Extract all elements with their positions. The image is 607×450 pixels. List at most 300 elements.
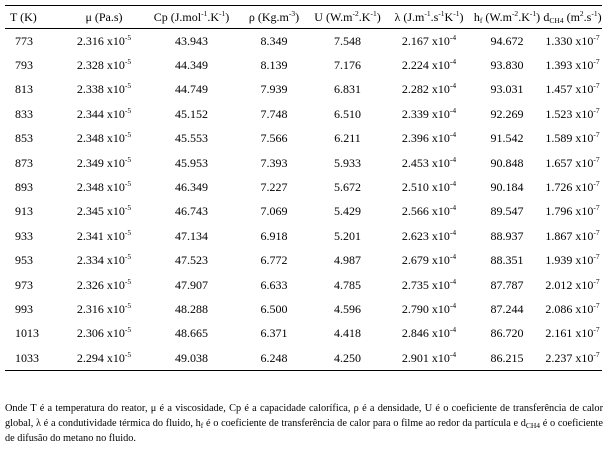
cell-value: 89.547 bbox=[490, 204, 524, 219]
cell-value: 2.396 bbox=[401, 131, 429, 146]
cell-d bbox=[543, 200, 602, 224]
cell-lambda bbox=[387, 346, 471, 371]
cell-value: 87.244 bbox=[490, 301, 524, 316]
cell-value: 2.510 bbox=[401, 180, 429, 195]
cell-hf bbox=[471, 127, 543, 151]
cell-lambda bbox=[387, 78, 471, 102]
cell-U bbox=[308, 175, 387, 199]
cell-value: 2.316 bbox=[76, 301, 104, 316]
table-row bbox=[5, 346, 602, 371]
cell-T bbox=[5, 297, 65, 321]
cell-hf bbox=[471, 53, 543, 77]
cell-value: 49.038 bbox=[175, 350, 208, 365]
header-sup: -2 bbox=[511, 8, 519, 18]
cell-value: 873 bbox=[15, 155, 33, 170]
cell-value: 2.349 bbox=[76, 155, 104, 170]
cell-value: 7.176 bbox=[334, 58, 361, 73]
cell-value: 2.334 bbox=[76, 253, 104, 268]
header-sup: -2 bbox=[352, 8, 359, 18]
cell-lambda bbox=[387, 29, 471, 54]
cell-value: 46.743 bbox=[175, 204, 208, 219]
cell-mu bbox=[65, 53, 143, 77]
cell-value: 8.139 bbox=[260, 58, 288, 73]
cell-cp bbox=[143, 224, 240, 248]
times-ten: x10 bbox=[103, 106, 125, 121]
cell-value: 2.344 bbox=[76, 106, 104, 121]
cell-T bbox=[5, 102, 65, 126]
cell-cp bbox=[143, 127, 240, 151]
header-film-coefficient bbox=[471, 6, 543, 29]
cell-value: 1.393 bbox=[545, 58, 573, 73]
cell-value: 86.720 bbox=[490, 326, 524, 341]
cell-U bbox=[308, 346, 387, 371]
cell-value: 7.069 bbox=[260, 204, 288, 219]
times-ten: x10 bbox=[428, 301, 450, 316]
cell-U bbox=[308, 200, 387, 224]
header-text: ) bbox=[225, 9, 230, 24]
cell-value: 7.566 bbox=[260, 131, 288, 146]
header-text: ) bbox=[376, 9, 381, 24]
cell-cp bbox=[143, 249, 240, 273]
times-ten: x10 bbox=[428, 106, 450, 121]
header-text: T (K) bbox=[10, 9, 37, 24]
times-ten: x10 bbox=[572, 204, 594, 219]
cell-T bbox=[5, 175, 65, 199]
cell-value: 953 bbox=[15, 253, 33, 268]
cell-value: 1033 bbox=[15, 350, 39, 365]
exponent: -4 bbox=[449, 349, 457, 359]
cell-value: 2.161 bbox=[545, 326, 573, 341]
cell-hf bbox=[471, 175, 543, 199]
cell-d bbox=[543, 127, 602, 151]
times-ten: x10 bbox=[428, 253, 450, 268]
footnote-text-3: é o coeficiente de difusão do metano no fluido. bbox=[5, 418, 603, 444]
cell-lambda bbox=[387, 127, 471, 151]
cell-d bbox=[543, 224, 602, 248]
header-sup: -1 bbox=[453, 8, 460, 18]
cell-d bbox=[543, 102, 602, 126]
header-diffusion-coefficient bbox=[543, 6, 602, 29]
cell-value: 913 bbox=[15, 204, 33, 219]
cell-cp bbox=[143, 200, 240, 224]
exponent: -4 bbox=[449, 203, 457, 213]
cell-T bbox=[5, 151, 65, 175]
header-text: ) bbox=[597, 9, 602, 24]
cell-value: 2.306 bbox=[76, 326, 104, 341]
times-ten: x10 bbox=[428, 82, 450, 97]
cell-value: 1.867 bbox=[545, 228, 573, 243]
cell-lambda bbox=[387, 273, 471, 297]
cell-d bbox=[543, 249, 602, 273]
header-text: h bbox=[473, 9, 480, 24]
header-viscosity bbox=[65, 6, 143, 29]
times-ten: x10 bbox=[103, 301, 125, 316]
cell-value: 813 bbox=[15, 82, 33, 97]
cell-rho bbox=[240, 322, 308, 346]
header-text: ) bbox=[295, 9, 300, 24]
cell-value: 2.326 bbox=[76, 277, 104, 292]
exponent: -4 bbox=[449, 179, 457, 189]
exponent: -5 bbox=[124, 300, 132, 310]
cell-U bbox=[308, 273, 387, 297]
header-text: U (W.m bbox=[314, 9, 353, 24]
times-ten: x10 bbox=[572, 228, 594, 243]
cell-mu bbox=[65, 224, 143, 248]
cell-value: 2.282 bbox=[401, 82, 429, 97]
cell-U bbox=[308, 297, 387, 321]
cell-value: 88.351 bbox=[490, 253, 524, 268]
cell-value: 2.348 bbox=[76, 180, 104, 195]
cell-value: 2.345 bbox=[76, 204, 104, 219]
header-text: (m bbox=[563, 9, 580, 24]
header-text: ) bbox=[536, 9, 541, 24]
exponent: -7 bbox=[593, 349, 600, 359]
cell-U bbox=[308, 78, 387, 102]
header-temperature bbox=[5, 6, 65, 29]
footnote-sub-ch4: CH4 bbox=[525, 421, 541, 430]
cell-lambda bbox=[387, 53, 471, 77]
exponent: -5 bbox=[124, 81, 132, 91]
cell-lambda bbox=[387, 297, 471, 321]
cell-value: 4.785 bbox=[334, 277, 361, 292]
cell-value: 88.937 bbox=[490, 228, 524, 243]
times-ten: x10 bbox=[572, 277, 594, 292]
cell-value: 48.665 bbox=[175, 326, 208, 341]
cell-value: 93.031 bbox=[490, 82, 524, 97]
times-ten: x10 bbox=[428, 33, 450, 48]
cell-value: 91.542 bbox=[490, 131, 524, 146]
header-text: μ (Pa.s) bbox=[85, 9, 123, 24]
header-text: K bbox=[444, 9, 454, 24]
header-text: .K bbox=[207, 9, 219, 24]
cell-rho bbox=[240, 297, 308, 321]
cell-value: 4.987 bbox=[334, 253, 361, 268]
header-density bbox=[240, 6, 308, 29]
table-row bbox=[5, 78, 602, 102]
cell-value: 5.429 bbox=[334, 204, 361, 219]
times-ten: x10 bbox=[103, 277, 125, 292]
cell-T bbox=[5, 346, 65, 371]
cell-value: 47.134 bbox=[175, 228, 208, 243]
cell-value: 2.679 bbox=[401, 253, 429, 268]
exponent: -7 bbox=[593, 300, 600, 310]
cell-value: 46.349 bbox=[175, 180, 208, 195]
cell-mu bbox=[65, 78, 143, 102]
header-sup: -1 bbox=[438, 8, 445, 18]
cell-rho bbox=[240, 224, 308, 248]
cell-U bbox=[308, 53, 387, 77]
cell-value: 45.953 bbox=[175, 155, 208, 170]
exponent: -5 bbox=[124, 105, 132, 115]
exponent: -7 bbox=[593, 130, 600, 140]
times-ten: x10 bbox=[103, 253, 125, 268]
cell-value: 933 bbox=[15, 228, 33, 243]
times-ten: x10 bbox=[103, 33, 125, 48]
times-ten: x10 bbox=[103, 155, 125, 170]
times-ten: x10 bbox=[428, 326, 450, 341]
cell-value: 2.623 bbox=[401, 228, 429, 243]
cell-hf bbox=[471, 29, 543, 54]
cell-T bbox=[5, 322, 65, 346]
cell-mu bbox=[65, 127, 143, 151]
cell-rho bbox=[240, 249, 308, 273]
cell-value: 1.589 bbox=[545, 131, 573, 146]
exponent: -5 bbox=[124, 57, 132, 67]
cell-value: 7.939 bbox=[260, 82, 288, 97]
times-ten: x10 bbox=[428, 277, 450, 292]
header-sub: CH4 bbox=[549, 15, 564, 25]
header-text: d bbox=[543, 9, 550, 24]
header-text: ρ (Kg.m bbox=[248, 9, 289, 24]
cell-value: 90.184 bbox=[490, 180, 524, 195]
times-ten: x10 bbox=[428, 204, 450, 219]
exponent: -4 bbox=[449, 105, 457, 115]
exponent: -5 bbox=[124, 179, 132, 189]
exponent: -7 bbox=[593, 227, 600, 237]
times-ten: x10 bbox=[103, 180, 125, 195]
cell-lambda bbox=[387, 249, 471, 273]
table-row bbox=[5, 297, 602, 321]
exponent: -7 bbox=[593, 154, 600, 164]
times-ten: x10 bbox=[428, 131, 450, 146]
header-text: λ (J.m bbox=[394, 9, 425, 24]
cell-lambda bbox=[387, 175, 471, 199]
exponent: -7 bbox=[593, 252, 600, 262]
cell-value: 853 bbox=[15, 131, 33, 146]
times-ten: x10 bbox=[572, 33, 594, 48]
cell-value: 6.772 bbox=[260, 253, 288, 268]
times-ten: x10 bbox=[103, 228, 125, 243]
cell-mu bbox=[65, 175, 143, 199]
header-sup: -1 bbox=[370, 8, 377, 18]
cell-cp bbox=[143, 175, 240, 199]
cell-rho bbox=[240, 102, 308, 126]
header-text: .s bbox=[583, 9, 592, 24]
cell-value: 2.735 bbox=[401, 277, 429, 292]
cell-value: 4.418 bbox=[334, 326, 361, 341]
exponent: -4 bbox=[449, 130, 457, 140]
cell-mu bbox=[65, 29, 143, 54]
cell-value: 6.211 bbox=[334, 131, 361, 146]
cell-U bbox=[308, 127, 387, 151]
times-ten: x10 bbox=[103, 82, 125, 97]
cell-cp bbox=[143, 53, 240, 77]
cell-rho bbox=[240, 346, 308, 371]
table-row bbox=[5, 249, 602, 273]
cell-d bbox=[543, 29, 602, 54]
cell-cp bbox=[143, 297, 240, 321]
cell-hf bbox=[471, 102, 543, 126]
cell-d bbox=[543, 151, 602, 175]
header-sup: -1 bbox=[591, 8, 598, 18]
header-sup: -1 bbox=[219, 8, 226, 18]
cell-cp bbox=[143, 151, 240, 175]
times-ten: x10 bbox=[572, 326, 594, 341]
cell-U bbox=[308, 224, 387, 248]
cell-hf bbox=[471, 151, 543, 175]
cell-value: 2.316 bbox=[76, 33, 104, 48]
cell-value: 6.831 bbox=[334, 82, 361, 97]
cell-value: 973 bbox=[15, 277, 33, 292]
cell-hf bbox=[471, 297, 543, 321]
cell-value: 2.167 bbox=[401, 33, 429, 48]
cell-lambda bbox=[387, 322, 471, 346]
exponent: -4 bbox=[449, 32, 457, 42]
table-row bbox=[5, 151, 602, 175]
cell-value: 4.596 bbox=[334, 301, 361, 316]
cell-T bbox=[5, 273, 65, 297]
header-text: ) bbox=[459, 9, 464, 24]
times-ten: x10 bbox=[428, 180, 450, 195]
cell-hf bbox=[471, 224, 543, 248]
cell-cp bbox=[143, 346, 240, 371]
cell-rho bbox=[240, 151, 308, 175]
cell-lambda bbox=[387, 200, 471, 224]
header-text: (W.m bbox=[482, 9, 512, 24]
cell-value: 92.269 bbox=[490, 106, 524, 121]
exponent: -4 bbox=[449, 57, 457, 67]
cell-value: 8.349 bbox=[260, 33, 288, 48]
cell-d bbox=[543, 346, 602, 371]
times-ten: x10 bbox=[572, 82, 594, 97]
times-ten: x10 bbox=[572, 58, 594, 73]
cell-value: 44.749 bbox=[175, 82, 208, 97]
header-text: .s bbox=[430, 9, 439, 24]
times-ten: x10 bbox=[572, 131, 594, 146]
cell-hf bbox=[471, 200, 543, 224]
table-header-row bbox=[5, 6, 602, 29]
cell-U bbox=[308, 151, 387, 175]
cell-hf bbox=[471, 78, 543, 102]
cell-value: 94.672 bbox=[490, 33, 524, 48]
cell-T bbox=[5, 127, 65, 151]
header-sub: f bbox=[479, 15, 483, 25]
cell-value: 47.523 bbox=[175, 253, 208, 268]
cell-mu bbox=[65, 102, 143, 126]
header-thermal-conductivity bbox=[387, 6, 471, 29]
times-ten: x10 bbox=[428, 350, 450, 365]
footnote-text-1: Onde T é a temperatura do reator, μ é a viscosidade, Cp é a capacidade calorífica, ρ é a densidade, U é o coeficiente de transferência de calor global, λ é a condutividade térmica do fluido, h bbox=[5, 403, 603, 429]
exponent: -5 bbox=[124, 130, 132, 140]
cell-d bbox=[543, 78, 602, 102]
cell-cp bbox=[143, 78, 240, 102]
cell-value: 47.907 bbox=[175, 277, 208, 292]
cell-value: 6.510 bbox=[334, 106, 361, 121]
cell-value: 7.548 bbox=[334, 33, 361, 48]
times-ten: x10 bbox=[572, 253, 594, 268]
cell-T bbox=[5, 224, 65, 248]
cell-value: 1.939 bbox=[545, 253, 573, 268]
cell-value: 6.248 bbox=[260, 350, 288, 365]
table-row bbox=[5, 200, 602, 224]
header-sup: -1 bbox=[529, 8, 537, 18]
cell-value: 6.633 bbox=[260, 277, 288, 292]
table-row bbox=[5, 175, 602, 199]
times-ten: x10 bbox=[103, 350, 125, 365]
table-row bbox=[5, 29, 602, 54]
cell-value: 6.371 bbox=[260, 326, 288, 341]
cell-value: 2.086 bbox=[545, 301, 573, 316]
times-ten: x10 bbox=[572, 180, 594, 195]
cell-rho bbox=[240, 53, 308, 77]
exponent: -7 bbox=[593, 32, 600, 42]
cell-value: 7.748 bbox=[260, 106, 288, 121]
cell-value: 45.553 bbox=[175, 131, 208, 146]
cell-value: 5.933 bbox=[334, 155, 361, 170]
cell-value: 1.330 bbox=[545, 33, 573, 48]
cell-value: 1.796 bbox=[545, 204, 573, 219]
cell-value: 793 bbox=[15, 58, 33, 73]
cell-value: 43.943 bbox=[175, 33, 208, 48]
cell-value: 993 bbox=[15, 301, 33, 316]
footnote-text-2: é o coeficiente de transferência de calor para o filme ao redor da partícula e d bbox=[203, 418, 526, 429]
cell-d bbox=[543, 297, 602, 321]
exponent: -4 bbox=[449, 276, 457, 286]
times-ten: x10 bbox=[103, 204, 125, 219]
cell-value: 2.237 bbox=[545, 350, 573, 365]
cell-d bbox=[543, 53, 602, 77]
cell-lambda bbox=[387, 151, 471, 175]
header-sup: -1 bbox=[424, 8, 431, 18]
times-ten: x10 bbox=[572, 350, 594, 365]
cell-value: 5.201 bbox=[334, 228, 361, 243]
cell-cp bbox=[143, 322, 240, 346]
cell-hf bbox=[471, 346, 543, 371]
table-row bbox=[5, 102, 602, 126]
cell-value: 2.294 bbox=[76, 350, 104, 365]
cell-mu bbox=[65, 297, 143, 321]
header-text: .K bbox=[358, 9, 371, 24]
cell-cp bbox=[143, 102, 240, 126]
cell-rho bbox=[240, 200, 308, 224]
cell-value: 2.012 bbox=[545, 277, 573, 292]
times-ten: x10 bbox=[428, 228, 450, 243]
cell-lambda bbox=[387, 102, 471, 126]
cell-T bbox=[5, 78, 65, 102]
exponent: -5 bbox=[124, 252, 132, 262]
cell-T bbox=[5, 53, 65, 77]
cell-value: 2.348 bbox=[76, 131, 104, 146]
header-text: .K bbox=[518, 9, 530, 24]
cell-value: 48.288 bbox=[175, 301, 208, 316]
cell-rho bbox=[240, 273, 308, 297]
cell-d bbox=[543, 273, 602, 297]
table-body bbox=[5, 29, 602, 371]
cell-U bbox=[308, 29, 387, 54]
exponent: -7 bbox=[593, 179, 600, 189]
cell-value: 93.830 bbox=[490, 58, 524, 73]
exponent: -4 bbox=[449, 154, 457, 164]
header-sup: -1 bbox=[201, 8, 208, 18]
cell-value: 2.341 bbox=[76, 228, 104, 243]
times-ten: x10 bbox=[428, 155, 450, 170]
cell-value: 1.457 bbox=[545, 82, 573, 97]
exponent: -5 bbox=[124, 154, 132, 164]
cell-value: 2.339 bbox=[401, 106, 429, 121]
exponent: -7 bbox=[593, 325, 600, 335]
cell-value: 7.393 bbox=[260, 155, 288, 170]
cell-value: 833 bbox=[15, 106, 33, 121]
table-row bbox=[5, 53, 602, 77]
cell-cp bbox=[143, 273, 240, 297]
cell-U bbox=[308, 249, 387, 273]
cell-hf bbox=[471, 249, 543, 273]
cell-value: 2.328 bbox=[76, 58, 104, 73]
exponent: -7 bbox=[593, 57, 600, 67]
cell-value: 773 bbox=[15, 33, 33, 48]
exponent: -4 bbox=[449, 252, 457, 262]
table-row bbox=[5, 322, 602, 346]
